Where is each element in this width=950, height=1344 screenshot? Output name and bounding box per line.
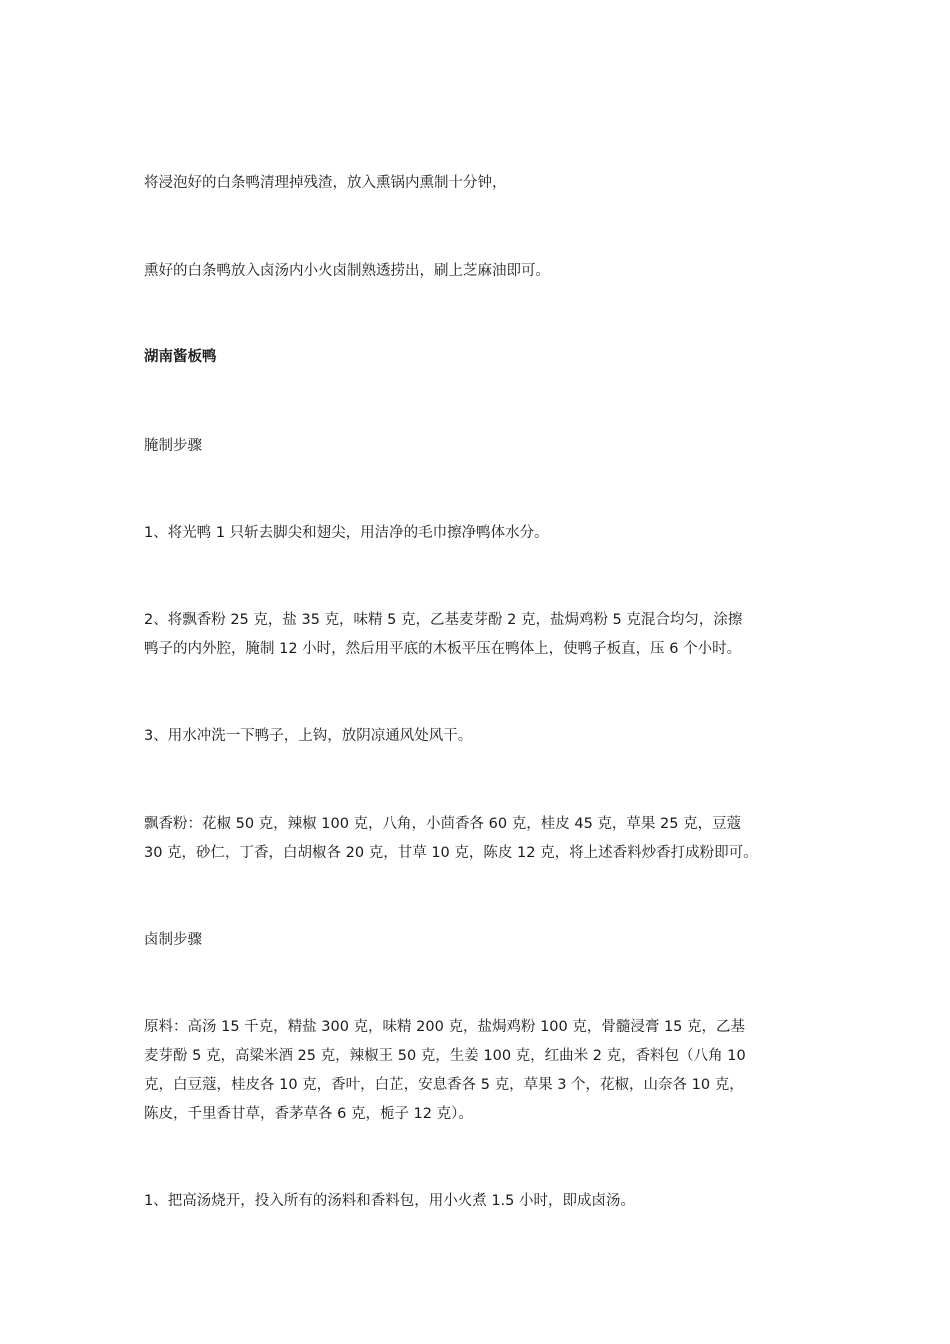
ingredients-line: 原料：高汤 15 千克，精盐 300 克，味精 200 克，盐焗鸡粉 100 克，骨髓浸膏 15 克，乙基 [144, 1019, 746, 1035]
step-text: 3、用水冲洗一下鸭子，上钩，放阴凉通风处风干。 [144, 728, 473, 744]
spice-line: 30 克，砂仁，丁香，白胡椒各 20 克，甘草 10 克，陈皮 12 克，将上述香料炒香打成粉即可。 [144, 845, 758, 861]
section-title-text: 卤制步骤 [144, 932, 202, 948]
step-line: 2、将飘香粉 25 克，盐 35 克，味精 5 克，乙基麦芽酚 2 克，盐焗鸡粉 5 克混合均匀，涂擦 [144, 612, 743, 628]
ingredients-line: 麦芽酚 5 克，高粱米酒 25 克，辣椒王 50 克，生姜 100 克，红曲米 2 克，香料包（八角 10 [144, 1048, 746, 1064]
ingredients-paragraph [144, 1013, 816, 1129]
step-text: 1、将光鸭 1 只斩去脚尖和翅尖，用洁净的毛巾擦净鸭体水分。 [144, 525, 549, 541]
paragraph-text: 将浸泡好的白条鸭清理掉残渣，放入熏锅内熏制十分钟， [144, 175, 507, 191]
heading-text: 湖南酱板鸭 [144, 349, 217, 365]
section-title-text: 腌制步骤 [144, 438, 202, 454]
marinate-step-3 [144, 722, 816, 751]
marinate-step-1 [144, 519, 816, 548]
recipe-heading [144, 343, 816, 372]
spice-powder-paragraph [144, 810, 816, 868]
ingredients-line: 陈皮，千里香甘草，香茅草各 6 克，栀子 12 克）。 [144, 1106, 473, 1122]
section-title-braise [144, 926, 816, 955]
paragraph-smoking [144, 169, 816, 198]
paragraph-braising [144, 257, 816, 286]
paragraph-text: 熏好的白条鸭放入卤汤内小火卤制熟透捞出，刷上芝麻油即可。 [144, 263, 550, 279]
ingredients-line: 克，白豆蔻，桂皮各 10 克，香叶，白芷，安息香各 5 克，草果 3 个，花椒，山奈各 10 克， [144, 1077, 744, 1093]
step-line: 鸭子的内外腔，腌制 12 小时，然后用平底的木板平压在鸭体上，使鸭子板直，压 6 个小时。 [144, 641, 742, 657]
step-text: 1、把高汤烧开，投入所有的汤料和香料包，用小火煮 1.5 小时，即成卤汤。 [144, 1193, 636, 1209]
section-title-marinate [144, 432, 816, 461]
marinate-step-2 [144, 606, 816, 664]
spice-line: 飘香粉：花椒 50 克，辣椒 100 克，八角，小茴香各 60 克，桂皮 45 克，草果 25 克，豆蔻 [144, 816, 742, 832]
braise-step-1 [144, 1187, 816, 1216]
